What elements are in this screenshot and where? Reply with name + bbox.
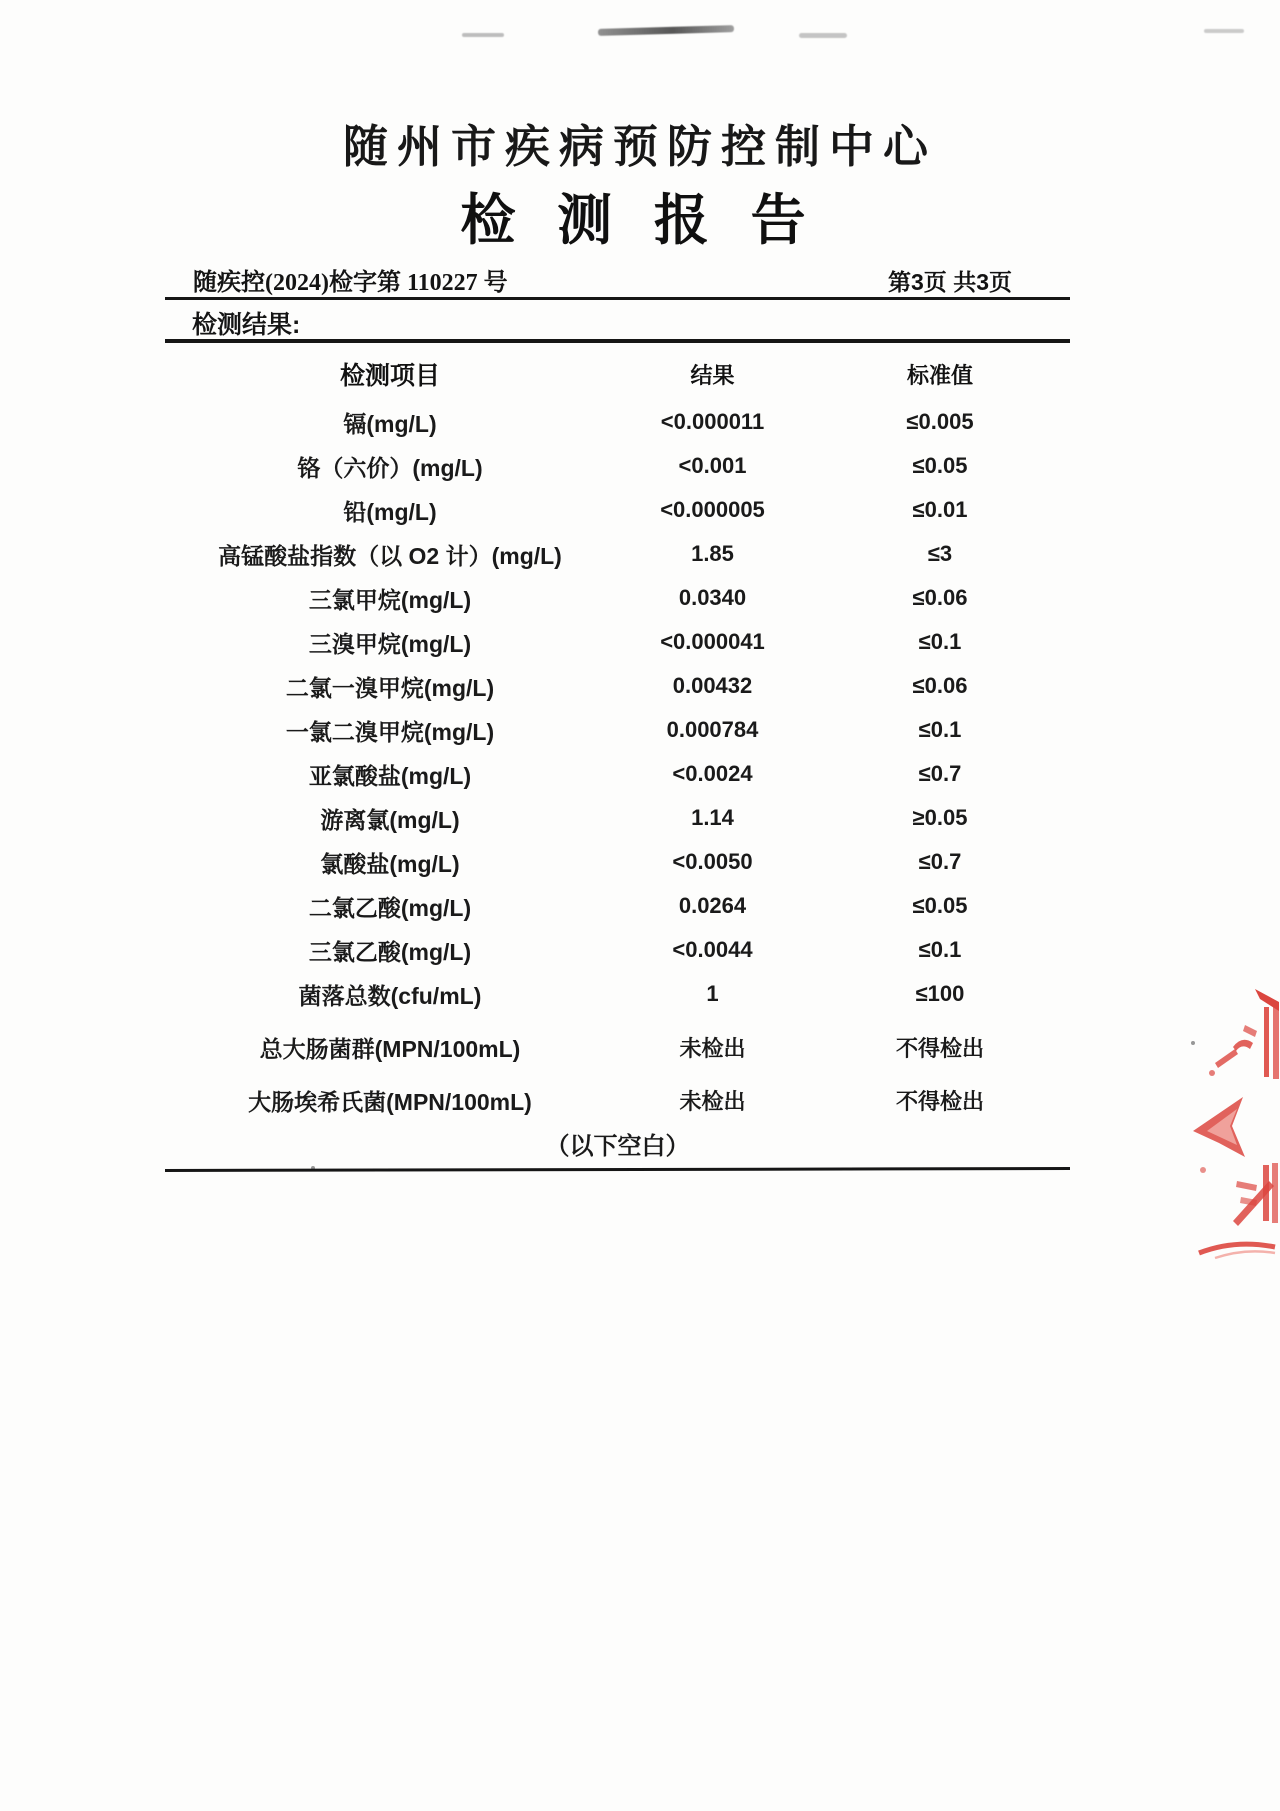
test-standard-value: ≤0.01: [912, 497, 968, 522]
scan-artifact: [1204, 29, 1244, 33]
test-standard-value: ≤0.06: [912, 585, 968, 610]
section-label: 检测结果:: [192, 311, 301, 339]
scan-artifact: [462, 33, 504, 37]
horizontal-rule-header: [165, 339, 1070, 343]
column-header-item: 检测项目: [339, 362, 440, 390]
test-standard-value: ≤0.05: [912, 893, 968, 918]
test-standard-value: ≤3: [927, 541, 953, 566]
organization-title: 随州市疾病预防控制中心: [342, 122, 937, 172]
table-row: [165, 576, 1070, 620]
horizontal-rule-bottom: [165, 1167, 1070, 1172]
test-item-label: 铬（六价）(mg/L): [297, 454, 483, 481]
test-item-label: 镉(mg/L): [343, 410, 437, 437]
test-item-label: 铅(mg/L): [343, 498, 437, 525]
table-row: [165, 884, 1070, 928]
scan-artifact: [598, 25, 734, 36]
test-item-label: 高锰酸盐指数（以 O2 计）(mg/L): [218, 542, 562, 569]
test-standard-value: ≤0.1: [918, 629, 962, 654]
test-result-value: 0.0264: [678, 893, 747, 918]
table-row: [165, 400, 1070, 444]
test-standard-value: ≤0.005: [906, 409, 974, 434]
test-result-value: 未检出: [679, 1088, 746, 1114]
scan-artifact: [799, 33, 847, 38]
table-row: [165, 488, 1070, 532]
test-item-label: 亚氯酸盐(mg/L): [308, 762, 472, 789]
column-header-standard: 标准值: [906, 362, 973, 388]
table-row: [165, 1025, 1070, 1069]
doc-number: 随疾控(2024)检字第 110227 号: [193, 270, 508, 296]
test-item-label: 三氯乙酸(mg/L): [308, 938, 472, 965]
test-item-label: 游离氯(mg/L): [320, 806, 460, 833]
test-item-label: 氯酸盐(mg/L): [320, 850, 460, 877]
page-number: 第3页 共3页: [888, 269, 1012, 295]
table-header-row: [165, 348, 1070, 400]
doc-info-row: [165, 262, 1070, 297]
report-title: 检 测 报 告: [460, 190, 820, 251]
table-row: [165, 708, 1070, 752]
test-standard-value: ≤100: [915, 981, 965, 1006]
test-standard-value: ≤0.05: [912, 453, 968, 478]
results-table: [165, 348, 1070, 1122]
horizontal-rule-top: [165, 297, 1070, 300]
test-result-value: <0.0050: [672, 849, 753, 874]
official-seal-fragment-icon: [1175, 985, 1280, 1275]
test-item-label: 二氯一溴甲烷(mg/L): [285, 674, 495, 701]
test-item-label: 一氯二溴甲烷(mg/L): [285, 718, 495, 745]
table-row: [165, 664, 1070, 708]
test-standard-value: ≤0.7: [918, 849, 962, 874]
test-result-value: 1.14: [691, 805, 734, 830]
table-row: [165, 972, 1070, 1016]
test-item-label: 二氯乙酸(mg/L): [308, 894, 472, 921]
test-result-value: 未检出: [679, 1035, 746, 1061]
column-header-result: 结果: [690, 362, 735, 388]
test-result-value: 0.000784: [666, 717, 759, 742]
test-result-value: 1.85: [691, 541, 734, 566]
test-result-value: 0.00432: [672, 673, 753, 698]
test-result-value: <0.000041: [660, 629, 765, 654]
table-row: [165, 444, 1070, 488]
test-standard-value: ≥0.05: [912, 805, 968, 830]
test-result-value: 1: [706, 981, 719, 1006]
test-item-label: 三溴甲烷(mg/L): [308, 630, 472, 657]
table-row: [165, 1078, 1070, 1122]
test-result-value: <0.000011: [660, 409, 765, 434]
test-result-value: <0.0044: [672, 937, 753, 962]
test-standard-value: ≤0.06: [912, 673, 968, 698]
table-row: [165, 840, 1070, 884]
test-standard-value: 不得检出: [895, 1035, 984, 1061]
test-standard-value: ≤0.1: [918, 717, 962, 742]
test-item-label: 大肠埃希氏菌(MPN/100mL): [248, 1088, 532, 1115]
test-result-value: <0.0024: [672, 761, 753, 786]
table-row: [165, 752, 1070, 796]
blank-below-note: （以下空白）: [545, 1133, 690, 1160]
test-item-label: 菌落总数(cfu/mL): [298, 982, 482, 1009]
table-row: [165, 532, 1070, 576]
table-row: [165, 928, 1070, 972]
table-row: [165, 796, 1070, 840]
test-item-label: 三氯甲烷(mg/L): [308, 586, 472, 613]
table-body: [165, 400, 1070, 1122]
test-item-label: 总大肠菌群(MPN/100mL): [259, 1035, 521, 1062]
test-standard-value: ≤0.7: [918, 761, 962, 786]
test-result-value: <0.000005: [660, 497, 765, 522]
test-result-value: <0.001: [678, 453, 747, 478]
test-result-value: 0.0340: [678, 585, 747, 610]
test-standard-value: ≤0.1: [918, 937, 962, 962]
table-row: [165, 620, 1070, 664]
test-standard-value: 不得检出: [895, 1088, 984, 1114]
